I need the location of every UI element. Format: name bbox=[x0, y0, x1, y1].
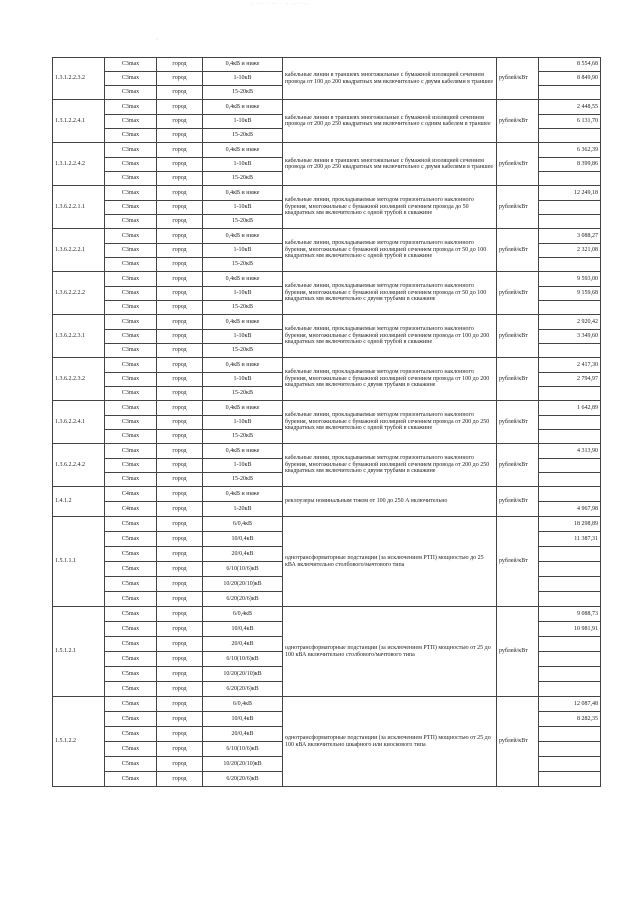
voltage-cell: 1-10кВ bbox=[203, 287, 283, 301]
item-code: 1.3.1.2.2.4.2 bbox=[53, 143, 105, 186]
voltage-cell: 0,4кВ и ниже bbox=[203, 401, 283, 416]
area-cell: город bbox=[157, 72, 203, 86]
category-cell: C3max bbox=[105, 430, 157, 444]
voltage-cell: 0,4кВ и ниже bbox=[203, 487, 283, 502]
voltage-cell: 1-10кВ bbox=[203, 330, 283, 344]
tariff-value bbox=[539, 344, 601, 358]
voltage-cell: 10/0,4кВ bbox=[203, 622, 283, 637]
area-cell: город bbox=[157, 592, 203, 607]
area-cell: город bbox=[157, 667, 203, 682]
category-cell: C5max bbox=[105, 517, 157, 532]
voltage-cell: 10/0,4кВ bbox=[203, 712, 283, 727]
voltage-cell: 1-20кВ bbox=[203, 502, 283, 517]
category-cell: C5max bbox=[105, 727, 157, 742]
category-cell: C5max bbox=[105, 742, 157, 757]
voltage-cell: 15-20кВ bbox=[203, 473, 283, 487]
voltage-cell: 1-10кВ bbox=[203, 244, 283, 258]
area-cell: город bbox=[157, 517, 203, 532]
voltage-cell: 20/0,4кВ bbox=[203, 637, 283, 652]
category-cell: C3max bbox=[105, 387, 157, 401]
voltage-cell: 6/0,4кВ bbox=[203, 697, 283, 712]
unit-cell: рублей/кВт bbox=[497, 517, 539, 607]
area-cell: город bbox=[157, 115, 203, 129]
category-cell: C5max bbox=[105, 637, 157, 652]
category-cell: C5max bbox=[105, 667, 157, 682]
unit-cell: рублей/кВт bbox=[497, 58, 539, 100]
scan-speck: · bbox=[600, 280, 602, 286]
tariff-value bbox=[539, 682, 601, 697]
area-cell: город bbox=[157, 301, 203, 315]
area-cell: город bbox=[157, 547, 203, 562]
scan-speck: · bbox=[156, 37, 158, 43]
tariff-value: 2 448,55 bbox=[539, 100, 601, 115]
voltage-cell: 15-20кВ bbox=[203, 387, 283, 401]
voltage-cell: 1-10кВ bbox=[203, 201, 283, 215]
category-cell: C3max bbox=[105, 315, 157, 330]
area-cell: город bbox=[157, 459, 203, 473]
voltage-cell: 1-10кВ bbox=[203, 459, 283, 473]
area-cell: город bbox=[157, 258, 203, 272]
category-cell: C5max bbox=[105, 532, 157, 547]
voltage-cell: 20/0,4кВ bbox=[203, 727, 283, 742]
table-row bbox=[53, 487, 601, 502]
description-cell: кабельные линии, прокладываемые методом горизонтального наклонного бурения, многожильные с бумажной изоляцией сечением провода от 50 до 100 квадратных мм включительно с одной трубой в скважине bbox=[283, 229, 497, 272]
table-row bbox=[53, 444, 601, 459]
tariff-value: 18 298,89 bbox=[539, 517, 601, 532]
category-cell: C5max bbox=[105, 757, 157, 772]
area-cell: город bbox=[157, 757, 203, 772]
tariff-value: 10 981,91 bbox=[539, 622, 601, 637]
area-cell: город bbox=[157, 772, 203, 787]
voltage-cell: 15-20кВ bbox=[203, 172, 283, 186]
voltage-cell: 1-10кВ bbox=[203, 72, 283, 86]
tariff-value bbox=[539, 592, 601, 607]
voltage-cell: 15-20кВ bbox=[203, 86, 283, 100]
table-row bbox=[53, 697, 601, 712]
tariff-value: 8 849,90 bbox=[539, 72, 601, 86]
category-cell: C3max bbox=[105, 58, 157, 72]
area-cell: город bbox=[157, 727, 203, 742]
tariff-table bbox=[52, 57, 601, 787]
voltage-cell: 1-10кВ bbox=[203, 158, 283, 172]
voltage-cell: 6/0,4кВ bbox=[203, 517, 283, 532]
tariff-value: 2 321,08 bbox=[539, 244, 601, 258]
area-cell: город bbox=[157, 58, 203, 72]
tariff-value bbox=[539, 201, 601, 215]
tariff-value bbox=[539, 772, 601, 787]
voltage-cell: 15-20кВ bbox=[203, 344, 283, 358]
category-cell: C3max bbox=[105, 115, 157, 129]
category-cell: C3max bbox=[105, 416, 157, 430]
item-code: 1.3.6.2.2.2.1 bbox=[53, 229, 105, 272]
tariff-value: 1 642,89 bbox=[539, 401, 601, 416]
category-cell: C5max bbox=[105, 652, 157, 667]
tariff-value bbox=[539, 215, 601, 229]
tariff-value bbox=[539, 129, 601, 143]
tariff-value bbox=[539, 757, 601, 772]
voltage-cell: 0,4кВ и ниже bbox=[203, 358, 283, 373]
voltage-cell: 0,4кВ и ниже bbox=[203, 186, 283, 201]
tariff-value: 3 088,27 bbox=[539, 229, 601, 244]
area-cell: город bbox=[157, 330, 203, 344]
description-cell: реклоузеры номинальным током от 100 до 250 А включительно bbox=[283, 487, 497, 517]
unit-cell: рублей/кВт bbox=[497, 444, 539, 487]
category-cell: C3max bbox=[105, 444, 157, 459]
area-cell: город bbox=[157, 502, 203, 517]
category-cell: C3max bbox=[105, 186, 157, 201]
description-cell: кабельные линии в траншеях многожильные с бумажной изоляцией сечением провода от 200 до 250 квадратных мм включительно с двумя кабелями в траншее bbox=[283, 143, 497, 186]
category-cell: C3max bbox=[105, 358, 157, 373]
item-code: 1.3.6.2.2.2.2 bbox=[53, 272, 105, 315]
description-cell: кабельные линии, прокладываемые методом горизонтального наклонного бурения, многожильные с бумажной изоляцией сечением провода до 50 квадратных мм включительно с одной трубой в скважине bbox=[283, 186, 497, 229]
category-cell: C3max bbox=[105, 330, 157, 344]
table-row bbox=[53, 401, 601, 416]
category-cell: C3max bbox=[105, 373, 157, 387]
tariff-value bbox=[539, 430, 601, 444]
tariff-value: 11 387,31 bbox=[539, 532, 601, 547]
voltage-cell: 15-20кВ bbox=[203, 301, 283, 315]
item-code: 1.3.6.2.2.3.1 bbox=[53, 315, 105, 358]
unit-cell: рублей/кВт bbox=[497, 229, 539, 272]
tariff-value: 6 362,39 bbox=[539, 143, 601, 158]
description-cell: кабельные линии, прокладываемые методом горизонтального наклонного бурения, многожильные с бумажной изоляцией сечением провода от 100 до 200 квадратных мм включительно с одной трубой в скважине bbox=[283, 315, 497, 358]
category-cell: C3max bbox=[105, 100, 157, 115]
scan-header-artifact: .: ··· '··· · ·· .·'··.· bbox=[250, 2, 309, 7]
tariff-value bbox=[539, 172, 601, 186]
tariff-value: 8 282,35 bbox=[539, 712, 601, 727]
category-cell: C3max bbox=[105, 229, 157, 244]
voltage-cell: 0,4кВ и ниже bbox=[203, 100, 283, 115]
tariff-value bbox=[539, 577, 601, 592]
area-cell: город bbox=[157, 143, 203, 158]
description-cell: однотрансформаторные подстанции (за исключением РТП) мощностью от 25 до 100 кВА включительно шкафного или киоскового типа bbox=[283, 697, 497, 787]
area-cell: город bbox=[157, 697, 203, 712]
tariff-value bbox=[539, 562, 601, 577]
area-cell: город bbox=[157, 287, 203, 301]
category-cell: C3max bbox=[105, 86, 157, 100]
voltage-cell: 1-10кВ bbox=[203, 373, 283, 387]
category-cell: C3max bbox=[105, 129, 157, 143]
voltage-cell: 10/20(20/10)кВ bbox=[203, 757, 283, 772]
area-cell: город bbox=[157, 487, 203, 502]
tariff-value: 9 088,73 bbox=[539, 607, 601, 622]
description-cell: однотрансформаторные подстанции (за исключением РТП) мощностью до 25 кВА включительно столбового/мачтового типа bbox=[283, 517, 497, 607]
unit-cell: рублей/кВт bbox=[497, 272, 539, 315]
category-cell: C5max bbox=[105, 592, 157, 607]
tariff-value bbox=[539, 301, 601, 315]
area-cell: город bbox=[157, 229, 203, 244]
area-cell: город bbox=[157, 652, 203, 667]
area-cell: город bbox=[157, 577, 203, 592]
area-cell: город bbox=[157, 416, 203, 430]
description-cell: кабельные линии в траншеях многожильные с бумажной изоляцией сечением провода от 200 до 250 квадратных мм включительно с одним кабелем в траншее bbox=[283, 100, 497, 143]
area-cell: город bbox=[157, 172, 203, 186]
unit-cell: рублей/кВт bbox=[497, 358, 539, 401]
tariff-value: 9 593,00 bbox=[539, 272, 601, 287]
item-code: 1.3.1.2.2.3.2 bbox=[53, 58, 105, 100]
table-row bbox=[53, 517, 601, 532]
voltage-cell: 0,4кВ и ниже bbox=[203, 229, 283, 244]
area-cell: город bbox=[157, 272, 203, 287]
tariff-value bbox=[539, 387, 601, 401]
tariff-value: 4 967,98 bbox=[539, 502, 601, 517]
voltage-cell: 0,4кВ и ниже bbox=[203, 315, 283, 330]
area-cell: город bbox=[157, 158, 203, 172]
tariff-value: 2 794,97 bbox=[539, 373, 601, 387]
tariff-value: 12 249,18 bbox=[539, 186, 601, 201]
voltage-cell: 0,4кВ и ниже bbox=[203, 58, 283, 72]
area-cell: город bbox=[157, 373, 203, 387]
area-cell: город bbox=[157, 100, 203, 115]
area-cell: город bbox=[157, 344, 203, 358]
voltage-cell: 0,4кВ и ниже bbox=[203, 272, 283, 287]
category-cell: C5max bbox=[105, 622, 157, 637]
description-cell: кабельные линии, прокладываемые методом горизонтального наклонного бурения, многожильные с бумажной изоляцией сечением провода от 200 до 250 квадратных мм включительно с двумя трубами в скважине bbox=[283, 444, 497, 487]
category-cell: C3max bbox=[105, 201, 157, 215]
item-code: 1.3.6.2.2.4.1 bbox=[53, 401, 105, 444]
voltage-cell: 15-20кВ bbox=[203, 258, 283, 272]
voltage-cell: 20/0,4кВ bbox=[203, 547, 283, 562]
category-cell: C3max bbox=[105, 143, 157, 158]
category-cell: C4max bbox=[105, 502, 157, 517]
voltage-cell: 15-20кВ bbox=[203, 129, 283, 143]
tariff-value bbox=[539, 652, 601, 667]
item-code: 1.5.1.2.1 bbox=[53, 607, 105, 697]
unit-cell: рублей/кВт bbox=[497, 401, 539, 444]
category-cell: C3max bbox=[105, 272, 157, 287]
category-cell: C3max bbox=[105, 158, 157, 172]
table-row bbox=[53, 143, 601, 158]
category-cell: C3max bbox=[105, 459, 157, 473]
tariff-value: 8 554,68 bbox=[539, 58, 601, 72]
voltage-cell: 10/20(20/10)кВ bbox=[203, 577, 283, 592]
area-cell: город bbox=[157, 682, 203, 697]
area-cell: город bbox=[157, 244, 203, 258]
area-cell: город bbox=[157, 742, 203, 757]
area-cell: город bbox=[157, 315, 203, 330]
unit-cell: рублей/кВт bbox=[497, 143, 539, 186]
area-cell: город bbox=[157, 607, 203, 622]
item-code: 1.3.6.2.2.3.2 bbox=[53, 358, 105, 401]
category-cell: C3max bbox=[105, 473, 157, 487]
tariff-value bbox=[539, 727, 601, 742]
tariff-value bbox=[539, 742, 601, 757]
category-cell: C3max bbox=[105, 258, 157, 272]
area-cell: город bbox=[157, 712, 203, 727]
item-code: 1.4.1.2 bbox=[53, 487, 105, 517]
unit-cell: рублей/кВт bbox=[497, 607, 539, 697]
category-cell: C3max bbox=[105, 344, 157, 358]
voltage-cell: 6/10(10/6)кВ bbox=[203, 742, 283, 757]
voltage-cell: 15-20кВ bbox=[203, 215, 283, 229]
unit-cell: рублей/кВт bbox=[497, 697, 539, 787]
area-cell: город bbox=[157, 358, 203, 373]
voltage-cell: 6/10(10/6)кВ bbox=[203, 652, 283, 667]
item-code: 1.3.6.2.2.1.1 bbox=[53, 186, 105, 229]
tariff-value bbox=[539, 667, 601, 682]
category-cell: C5max bbox=[105, 712, 157, 727]
category-cell: C5max bbox=[105, 577, 157, 592]
voltage-cell: 6/20(20/6)кВ bbox=[203, 592, 283, 607]
description-cell: однотрансформаторные подстанции (за исключением РТП) мощностью от 25 до 100 кВА включительно столбового/мачтового типа bbox=[283, 607, 497, 697]
category-cell: C3max bbox=[105, 72, 157, 86]
voltage-cell: 1-10кВ bbox=[203, 416, 283, 430]
tariff-value bbox=[539, 547, 601, 562]
voltage-cell: 6/10(10/6)кВ bbox=[203, 562, 283, 577]
category-cell: C5max bbox=[105, 607, 157, 622]
area-cell: город bbox=[157, 532, 203, 547]
voltage-cell: 10/0,4кВ bbox=[203, 532, 283, 547]
description-cell: кабельные линии, прокладываемые методом горизонтального наклонного бурения, многожильные с бумажной изоляцией сечением провода от 200 до 250 квадратных мм включительно с одной трубой в скважине bbox=[283, 401, 497, 444]
voltage-cell: 10/20(20/10)кВ bbox=[203, 667, 283, 682]
unit-cell: рублей/кВт bbox=[497, 487, 539, 517]
item-code: 1.5.1.2.2 bbox=[53, 697, 105, 787]
category-cell: C5max bbox=[105, 697, 157, 712]
tariff-value bbox=[539, 473, 601, 487]
area-cell: город bbox=[157, 401, 203, 416]
table-row bbox=[53, 358, 601, 373]
table-row bbox=[53, 272, 601, 287]
voltage-cell: 1-10кВ bbox=[203, 115, 283, 129]
category-cell: C3max bbox=[105, 401, 157, 416]
table-row bbox=[53, 607, 601, 622]
area-cell: город bbox=[157, 622, 203, 637]
table-row bbox=[53, 315, 601, 330]
item-code: 1.5.1.1.1 bbox=[53, 517, 105, 607]
area-cell: город bbox=[157, 637, 203, 652]
area-cell: город bbox=[157, 562, 203, 577]
tariff-value bbox=[539, 416, 601, 430]
tariff-value: 2 920,42 bbox=[539, 315, 601, 330]
item-code: 1.3.6.2.2.4.2 bbox=[53, 444, 105, 487]
tariff-value: 4 313,90 bbox=[539, 444, 601, 459]
area-cell: город bbox=[157, 215, 203, 229]
tariff-value: 6 131,70 bbox=[539, 115, 601, 129]
area-cell: город bbox=[157, 430, 203, 444]
voltage-cell: 15-20кВ bbox=[203, 430, 283, 444]
category-cell: C3max bbox=[105, 301, 157, 315]
description-cell: кабельные линии в траншеях многожильные с бумажной изоляцией сечением провода от 100 до 200 квадратных мм включительно с двумя кабелями в траншее bbox=[283, 58, 497, 100]
voltage-cell: 6/20(20/6)кВ bbox=[203, 682, 283, 697]
category-cell: C5max bbox=[105, 682, 157, 697]
tariff-value bbox=[539, 459, 601, 473]
area-cell: город bbox=[157, 186, 203, 201]
description-cell: кабельные линии, прокладываемые методом горизонтального наклонного бурения, многожильные с бумажной изоляцией сечением провода от 50 до 100 квадратных мм включительно с двумя трубами в скважине bbox=[283, 272, 497, 315]
area-cell: город bbox=[157, 444, 203, 459]
tariff-value bbox=[539, 637, 601, 652]
area-cell: город bbox=[157, 129, 203, 143]
unit-cell: рублей/кВт bbox=[497, 186, 539, 229]
unit-cell: рублей/кВт bbox=[497, 100, 539, 143]
category-cell: C3max bbox=[105, 244, 157, 258]
category-cell: C5max bbox=[105, 562, 157, 577]
category-cell: C3max bbox=[105, 215, 157, 229]
table-row bbox=[53, 186, 601, 201]
tariff-value: 2 417,30 bbox=[539, 358, 601, 373]
category-cell: C5max bbox=[105, 772, 157, 787]
category-cell: C3max bbox=[105, 172, 157, 186]
tariff-value: 8 399,86 bbox=[539, 158, 601, 172]
category-cell: C4max bbox=[105, 487, 157, 502]
voltage-cell: 6/0,4кВ bbox=[203, 607, 283, 622]
item-code: 1.3.1.2.2.4.1 bbox=[53, 100, 105, 143]
tariff-value bbox=[539, 86, 601, 100]
category-cell: C3max bbox=[105, 287, 157, 301]
table-row bbox=[53, 58, 601, 72]
voltage-cell: 0,4кВ и ниже bbox=[203, 444, 283, 459]
table-row bbox=[53, 100, 601, 115]
category-cell: C5max bbox=[105, 547, 157, 562]
description-cell: кабельные линии, прокладываемые методом горизонтального наклонного бурения, многожильные с бумажной изоляцией сечением провода от 100 до 200 квадратных мм включительно с двумя трубами в скважине bbox=[283, 358, 497, 401]
tariff-value bbox=[539, 258, 601, 272]
voltage-cell: 0,4кВ и ниже bbox=[203, 143, 283, 158]
table-row bbox=[53, 229, 601, 244]
tariff-value: 3 349,60 bbox=[539, 330, 601, 344]
unit-cell: рублей/кВт bbox=[497, 315, 539, 358]
area-cell: город bbox=[157, 201, 203, 215]
tariff-value bbox=[539, 487, 601, 502]
voltage-cell: 6/20(20/6)кВ bbox=[203, 772, 283, 787]
tariff-value: 12 087,48 bbox=[539, 697, 601, 712]
area-cell: город bbox=[157, 473, 203, 487]
area-cell: город bbox=[157, 86, 203, 100]
area-cell: город bbox=[157, 387, 203, 401]
tariff-value: 9 159,68 bbox=[539, 287, 601, 301]
